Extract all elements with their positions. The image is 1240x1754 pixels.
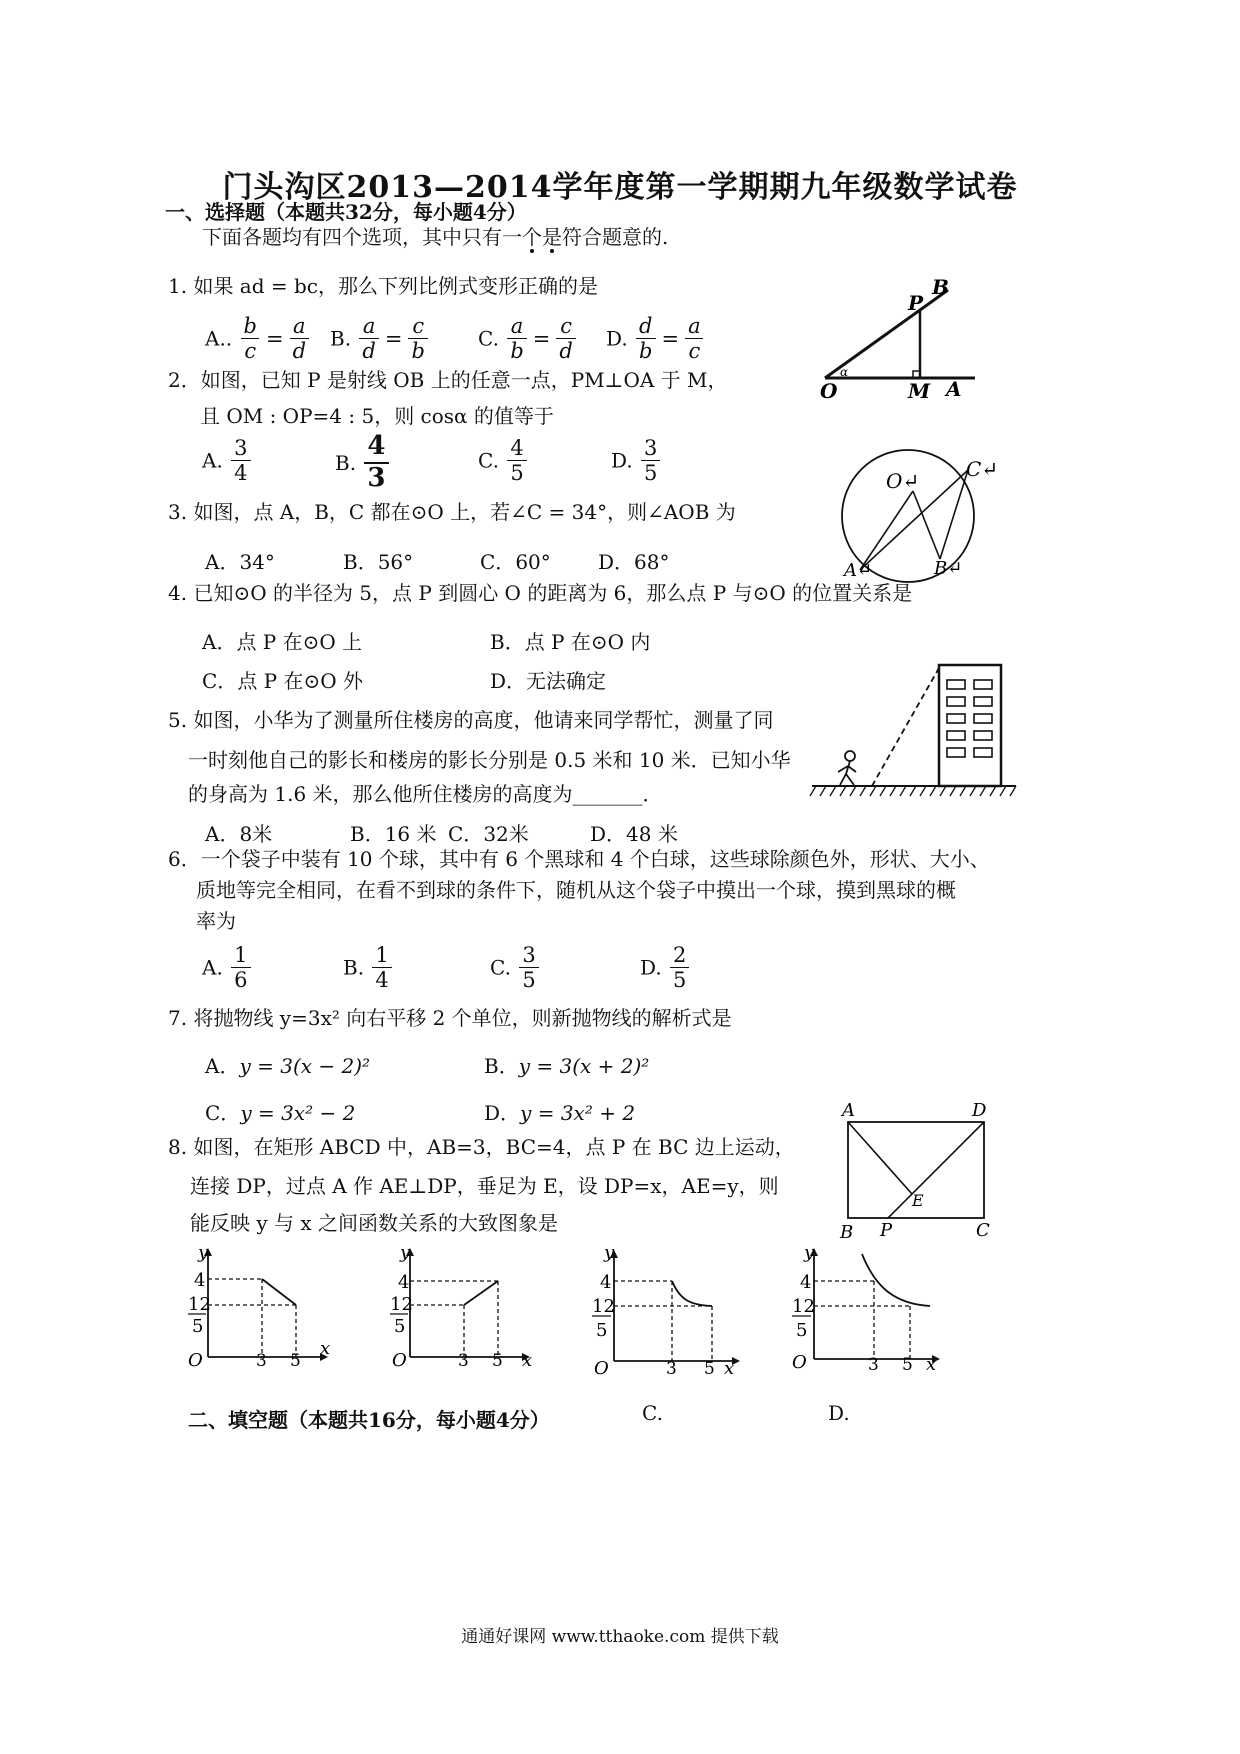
option-label: A． — [205, 1054, 240, 1078]
q3-option-c[interactable] — [480, 546, 551, 575]
q7-option-c[interactable] — [205, 1097, 355, 1126]
tick-5: 5 — [394, 1316, 406, 1337]
option-label: C． — [205, 1101, 241, 1125]
q6-line3: 率为 — [196, 909, 236, 933]
q2-figure — [810, 272, 990, 404]
segment-dp — [888, 1122, 984, 1218]
denominator: c — [685, 338, 703, 363]
label-c: C — [976, 1220, 990, 1240]
q8-graph-d[interactable] — [788, 1242, 958, 1377]
q2-stem-line2: 且 OM : OP=4 : 5，则 cosα 的值等于 — [200, 404, 554, 428]
option-text: 48 米 — [626, 822, 678, 846]
q8-graph-a[interactable] — [180, 1242, 340, 1372]
option-label: B． — [490, 630, 525, 654]
label-alpha: α — [840, 365, 849, 379]
q6-option-d[interactable] — [640, 943, 691, 992]
q7-stem: 7. 将抛物线 y=3x² 向右平移 2 个单位，则新抛物线的解析式是 — [168, 1006, 732, 1030]
label-y: y — [804, 1242, 815, 1263]
tick-x5: 5 — [704, 1359, 715, 1379]
label-b: B — [840, 1222, 854, 1240]
denominator: 5 — [519, 967, 538, 992]
label-origin: O — [392, 1350, 407, 1371]
person — [838, 751, 856, 785]
label-x: x — [522, 1350, 533, 1371]
denominator: 6 — [231, 967, 250, 992]
option-text: 16 米 — [384, 822, 437, 846]
tick-x5: 5 — [492, 1351, 503, 1371]
q7-option-d[interactable] — [484, 1097, 635, 1126]
fraction — [364, 432, 388, 494]
label-b: B — [932, 275, 949, 299]
q1-option-d[interactable]: D. $\frac{d}{b}$ = $\frac{a}{c}$ — [606, 314, 706, 363]
label-m: M — [908, 379, 931, 403]
fraction — [241, 314, 260, 363]
q4-option-c[interactable] — [202, 665, 363, 694]
option-label: D． — [598, 550, 635, 574]
option-text: 点 P 在⊙O 上 — [236, 630, 363, 654]
label-y: y — [198, 1242, 209, 1263]
section-heading-choice: 一、选择题（本题共32分，每小题4分） — [165, 200, 527, 224]
q8-graph-c-label: C. — [642, 1401, 663, 1425]
q7-option-b[interactable] — [484, 1050, 649, 1079]
option-text: 68° — [634, 550, 670, 574]
fraction — [408, 314, 427, 363]
q1-option-b[interactable]: B. $\frac{a}{d}$ = $\frac{c}{b}$ — [330, 314, 430, 363]
q5-line3: 的身高为 1.6 米，那么他所住楼房的高度为_______． — [188, 782, 663, 806]
emphasis-dot — [550, 249, 554, 253]
q2-option-c[interactable] — [478, 436, 529, 485]
option-text: 56° — [377, 550, 414, 574]
fraction — [507, 436, 526, 485]
denominator: 3 — [364, 462, 388, 494]
numerator: 2 — [673, 943, 687, 967]
numerator: 1 — [234, 943, 248, 967]
fraction — [641, 436, 660, 485]
q8-graph-d-label: D. — [828, 1401, 850, 1425]
option-label: C. — [490, 955, 511, 980]
q8-graph-c[interactable] — [584, 1244, 754, 1379]
q5-option-b[interactable] — [350, 818, 437, 847]
q3-option-a[interactable] — [205, 546, 275, 575]
label-p: P — [908, 291, 924, 315]
denominator: b — [408, 338, 427, 363]
label-origin: O — [188, 1350, 203, 1371]
q7-option-a[interactable] — [205, 1050, 370, 1079]
label-d: D — [972, 1100, 987, 1121]
q3-option-d[interactable] — [598, 546, 670, 575]
numerator: a — [510, 314, 524, 338]
q8-line1: 8. 如图，在矩形 ABCD 中，AB=3，BC=4，点 P 在 BC 边上运动， — [168, 1135, 795, 1159]
tick-x5: 5 — [290, 1351, 301, 1371]
tick-5: 5 — [192, 1316, 204, 1337]
option-text: 点 P 在⊙O 外 — [237, 669, 363, 693]
tick-12: 12 — [188, 1294, 211, 1315]
option-label: C． — [480, 550, 516, 574]
denominator: d — [359, 338, 378, 363]
section-heading-fill-blank: 二、填空题（本题共16分，每小题4分） — [188, 1408, 550, 1432]
segment-ae — [848, 1122, 912, 1194]
tick-4: 4 — [398, 1272, 410, 1293]
label-a: A — [842, 1100, 855, 1121]
option-label: B． — [350, 822, 385, 846]
option-label: A. — [202, 448, 223, 473]
option-label: D. — [611, 448, 633, 473]
label-y: y — [604, 1244, 615, 1263]
label-b: B↵ — [934, 558, 963, 579]
option-label: C. — [478, 448, 499, 473]
curve — [464, 1281, 498, 1305]
numerator: 1 — [375, 943, 389, 967]
q2-option-d[interactable] — [611, 436, 662, 485]
curve — [262, 1279, 296, 1305]
option-label: B. — [335, 450, 357, 475]
option-label: C． — [448, 822, 484, 846]
option-label: D. — [606, 326, 628, 351]
q1-stem: 1. 如果 ad = bc，那么下列比例式变形正确的是 — [168, 274, 598, 298]
numerator: 3 — [522, 943, 536, 967]
denominator: d — [556, 338, 575, 363]
tick-x3: 3 — [868, 1355, 879, 1375]
option-label: B. — [330, 326, 352, 351]
q3-figure — [820, 446, 1010, 586]
q8-figure — [836, 1100, 1006, 1240]
option-label: D． — [490, 669, 527, 693]
fraction — [231, 436, 250, 485]
q4-option-a[interactable] — [202, 626, 362, 655]
option-text: 无法确定 — [526, 669, 607, 693]
option-text: 8米 — [239, 822, 273, 846]
denominator: 4 — [231, 460, 250, 485]
option-label: A. — [202, 955, 223, 980]
option-label: A． — [202, 630, 237, 654]
label-origin: O — [594, 1358, 609, 1379]
section-instruction: 下面各题均有四个选项，其中只有一个是符合题意的. — [202, 225, 669, 249]
q8-graph-b[interactable] — [382, 1242, 542, 1372]
label-x: x — [724, 1358, 735, 1379]
label-x: x — [926, 1354, 937, 1375]
numerator: b — [243, 314, 257, 338]
q3-option-b[interactable] — [343, 546, 413, 575]
option-label: C. — [478, 326, 499, 351]
tick-12: 12 — [592, 1296, 615, 1317]
tick-x5: 5 — [902, 1355, 913, 1375]
label-c: C↵ — [966, 457, 999, 481]
denominator: d — [290, 338, 309, 363]
q6-line1: 6．一个袋子中装有 10 个球，其中有 6 个黑球和 4 个白球，这些球除颜色外，形状、大小、 — [168, 847, 990, 871]
option-label: A． — [205, 550, 240, 574]
numerator: 3 — [644, 436, 658, 460]
q5-line1: 5. 如图，小华为了测量所住楼房的高度，他请来同学帮忙，测量了同 — [168, 708, 774, 732]
numerator: d — [639, 314, 653, 338]
curve — [862, 1254, 930, 1306]
label-p: P — [880, 1220, 893, 1240]
fraction — [231, 943, 250, 992]
option-text: y = 3x² + 2 — [520, 1101, 636, 1125]
label-o: O — [820, 379, 838, 403]
numerator: a — [362, 314, 376, 338]
option-text: 点 P 在⊙O 内 — [524, 630, 651, 654]
denominator: c — [241, 338, 259, 363]
label-a: A — [946, 377, 962, 401]
q5-option-d[interactable] — [590, 818, 678, 847]
denominator: 5 — [641, 460, 660, 485]
option-label: D. — [640, 955, 662, 980]
tick-4: 4 — [800, 1272, 812, 1293]
segment-oa — [860, 491, 913, 570]
option-label: C． — [202, 669, 238, 693]
numerator: a — [293, 314, 306, 338]
emphasis-dot — [530, 249, 534, 253]
tick-x3: 3 — [666, 1359, 677, 1379]
option-label: B． — [343, 550, 378, 574]
fraction — [507, 314, 526, 363]
numerator: 4 — [510, 436, 524, 460]
q6-option-b[interactable] — [343, 943, 394, 992]
q8-line2: 连接 DP，过点 A 作 AE⊥DP，垂足为 E，设 DP=x，AE=y，则 — [190, 1174, 779, 1198]
fraction — [556, 314, 575, 363]
fraction — [359, 314, 378, 363]
q1-option-a[interactable]: A.. $\frac{b}{c}$ = $\frac{a}{d}$ — [205, 314, 311, 363]
q5-option-a[interactable] — [205, 818, 272, 847]
fraction — [670, 943, 689, 992]
segment-ob — [913, 491, 940, 559]
option-label: A.. — [205, 326, 233, 351]
q2-option-a[interactable] — [202, 436, 253, 485]
label-y: y — [400, 1242, 411, 1263]
numerator: c — [412, 314, 425, 338]
tick-5: 5 — [796, 1320, 808, 1341]
denominator: b — [636, 338, 655, 363]
sun-ray — [872, 668, 939, 786]
q2-option-b[interactable] — [335, 432, 391, 494]
label-x: x — [320, 1338, 331, 1359]
tick-5: 5 — [596, 1320, 608, 1341]
q6-line2: 质地等完全相同，在看不到球的条件下，随机从这个袋子中摸出一个球，摸到黑球的概 — [196, 878, 956, 902]
curve — [672, 1281, 712, 1306]
denominator: 5 — [507, 460, 526, 485]
option-label: B． — [484, 1054, 519, 1078]
tick-x3: 3 — [256, 1351, 267, 1371]
fraction — [290, 314, 309, 363]
option-label: D． — [484, 1101, 521, 1125]
q1-option-c[interactable]: C. $\frac{a}{b}$ = $\frac{c}{d}$ — [478, 314, 578, 363]
q4-option-b[interactable] — [490, 626, 650, 655]
page-title: 门头沟区2013—2014学年度第一学期期九年级数学试卷 — [222, 170, 1018, 205]
numerator: 4 — [367, 431, 386, 461]
option-text: y = 3(x + 2)² — [518, 1054, 650, 1078]
q3-stem: 3. 如图，点 A，B，C 都在⊙O 上，若∠C = 34°，则∠AOB 为 — [168, 500, 736, 524]
tick-4: 4 — [194, 1270, 206, 1291]
fraction — [685, 314, 704, 363]
label-e: E — [912, 1191, 924, 1210]
option-label: B. — [343, 955, 365, 980]
option-text: y = 3(x − 2)² — [239, 1054, 371, 1078]
q2-stem-line1: 2．如图，已知 P 是射线 OB 上的任意一点，PM⊥OA 于 M， — [168, 368, 728, 392]
denominator: b — [507, 338, 526, 363]
fraction — [372, 943, 391, 992]
q8-line3: 能反映 y 与 x 之间函数关系的大致图象是 — [190, 1211, 559, 1235]
option-label: D． — [590, 822, 627, 846]
numerator: a — [688, 314, 701, 338]
q6-option-a[interactable] — [202, 943, 253, 992]
q4-stem: 4. 已知⊙O 的半径为 5，点 P 到圆心 O 的距离为 6，那么点 P 与⊙O 的位置关系是 — [168, 581, 913, 605]
q4-option-d[interactable] — [490, 665, 606, 694]
tick-4: 4 — [600, 1272, 612, 1293]
tick-12: 12 — [792, 1296, 815, 1317]
tick-x3: 3 — [458, 1351, 469, 1371]
q5-line2: 一时刻他自己的影长和楼房的影长分别是 0.5 米和 10 米．已知小华 — [188, 748, 791, 772]
q5-option-c[interactable] — [448, 818, 529, 847]
option-text: 34° — [239, 550, 275, 574]
label-origin: O — [792, 1352, 807, 1373]
q5-figure — [808, 660, 1023, 800]
fraction — [519, 943, 538, 992]
ground-hatching — [810, 786, 1016, 796]
denominator: 5 — [670, 967, 689, 992]
option-text: 60° — [515, 550, 551, 574]
numerator: c — [560, 314, 572, 338]
option-label: A． — [205, 822, 240, 846]
numerator: 3 — [234, 436, 248, 460]
label-a: A↵ — [844, 560, 873, 581]
denominator: 4 — [372, 967, 391, 992]
q6-option-c[interactable] — [490, 943, 541, 992]
tick-12: 12 — [390, 1294, 413, 1315]
label-o: O↵ — [886, 469, 920, 493]
fraction — [636, 314, 655, 363]
footer-credit: 通通好课网 www.tthaoke.com 提供下载 — [461, 1627, 779, 1647]
option-text: y = 3x² − 2 — [240, 1101, 356, 1125]
option-text: 32米 — [483, 822, 529, 846]
